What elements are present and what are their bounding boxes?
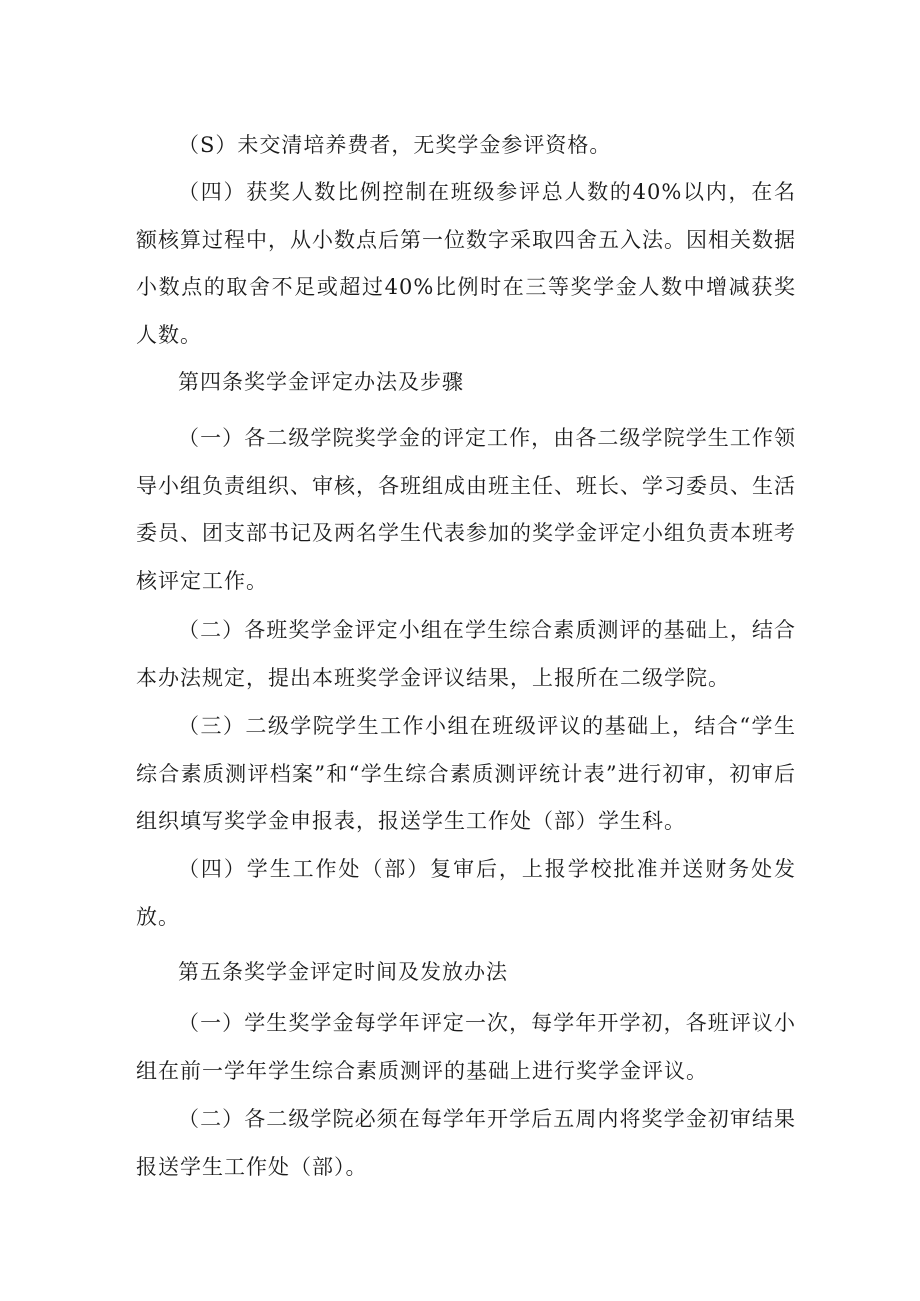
article-five-heading: 第五条奖学金评定时间及发放办法 (178, 960, 508, 984)
paragraph-submission-deadline: （二）各二级学院必须在每学年开学后五周内将奖学金初审结果报送学生工作处（部）。 (136, 1107, 796, 1179)
paragraph-evaluation-frequency: （一）学生奖学金每学年评定一次，每学年开学初，各班评议小组在前一学年学生综合素质测评的基础上进行奖学金评议。 (136, 1011, 796, 1083)
paragraph-college-evaluation: （一）各二级学院奖学金的评定工作，由各二级学院学生工作领导小组负责组织、审核，各班组成由班主任、班长、学习委员、生活委员、团支部书记及两名学生代表参加的奖学金评定小组负责本班考核评定工作。 (136, 426, 796, 593)
paragraph-preliminary-review: （三）二级学院学生工作小组在班级评议的基础上，结合“学生综合素质测评档案”和“学生综合素质测评统计表”进行初审，初审后组织填写奖学金申报表，报送学生工作处（部）学生科。 (136, 714, 796, 833)
article-four-heading: 第四条奖学金评定办法及步骤 (178, 370, 464, 394)
paragraph-ineligible-unpaid-fees: （S）未交清培养费者，无奖学金参评资格。 (178, 133, 612, 157)
paragraph-final-review: （四）学生工作处（部）复审后，上报学校批准并送财务处发放。 (136, 857, 796, 929)
paragraph-award-ratio: （四）获奖人数比例控制在班级参评总人数的40%以内，在名额核算过程中，从小数点后第一位数字采取四舍五入法。因相关数据小数点的取舍不足或超过40%比例时在三等奖学金人数中增减获奖人数。 (136, 180, 796, 347)
paragraph-class-evaluation: （二）各班奖学金评定小组在学生综合素质测评的基础上，结合本办法规定，提出本班奖学金评议结果，上报所在二级学院。 (136, 618, 796, 690)
